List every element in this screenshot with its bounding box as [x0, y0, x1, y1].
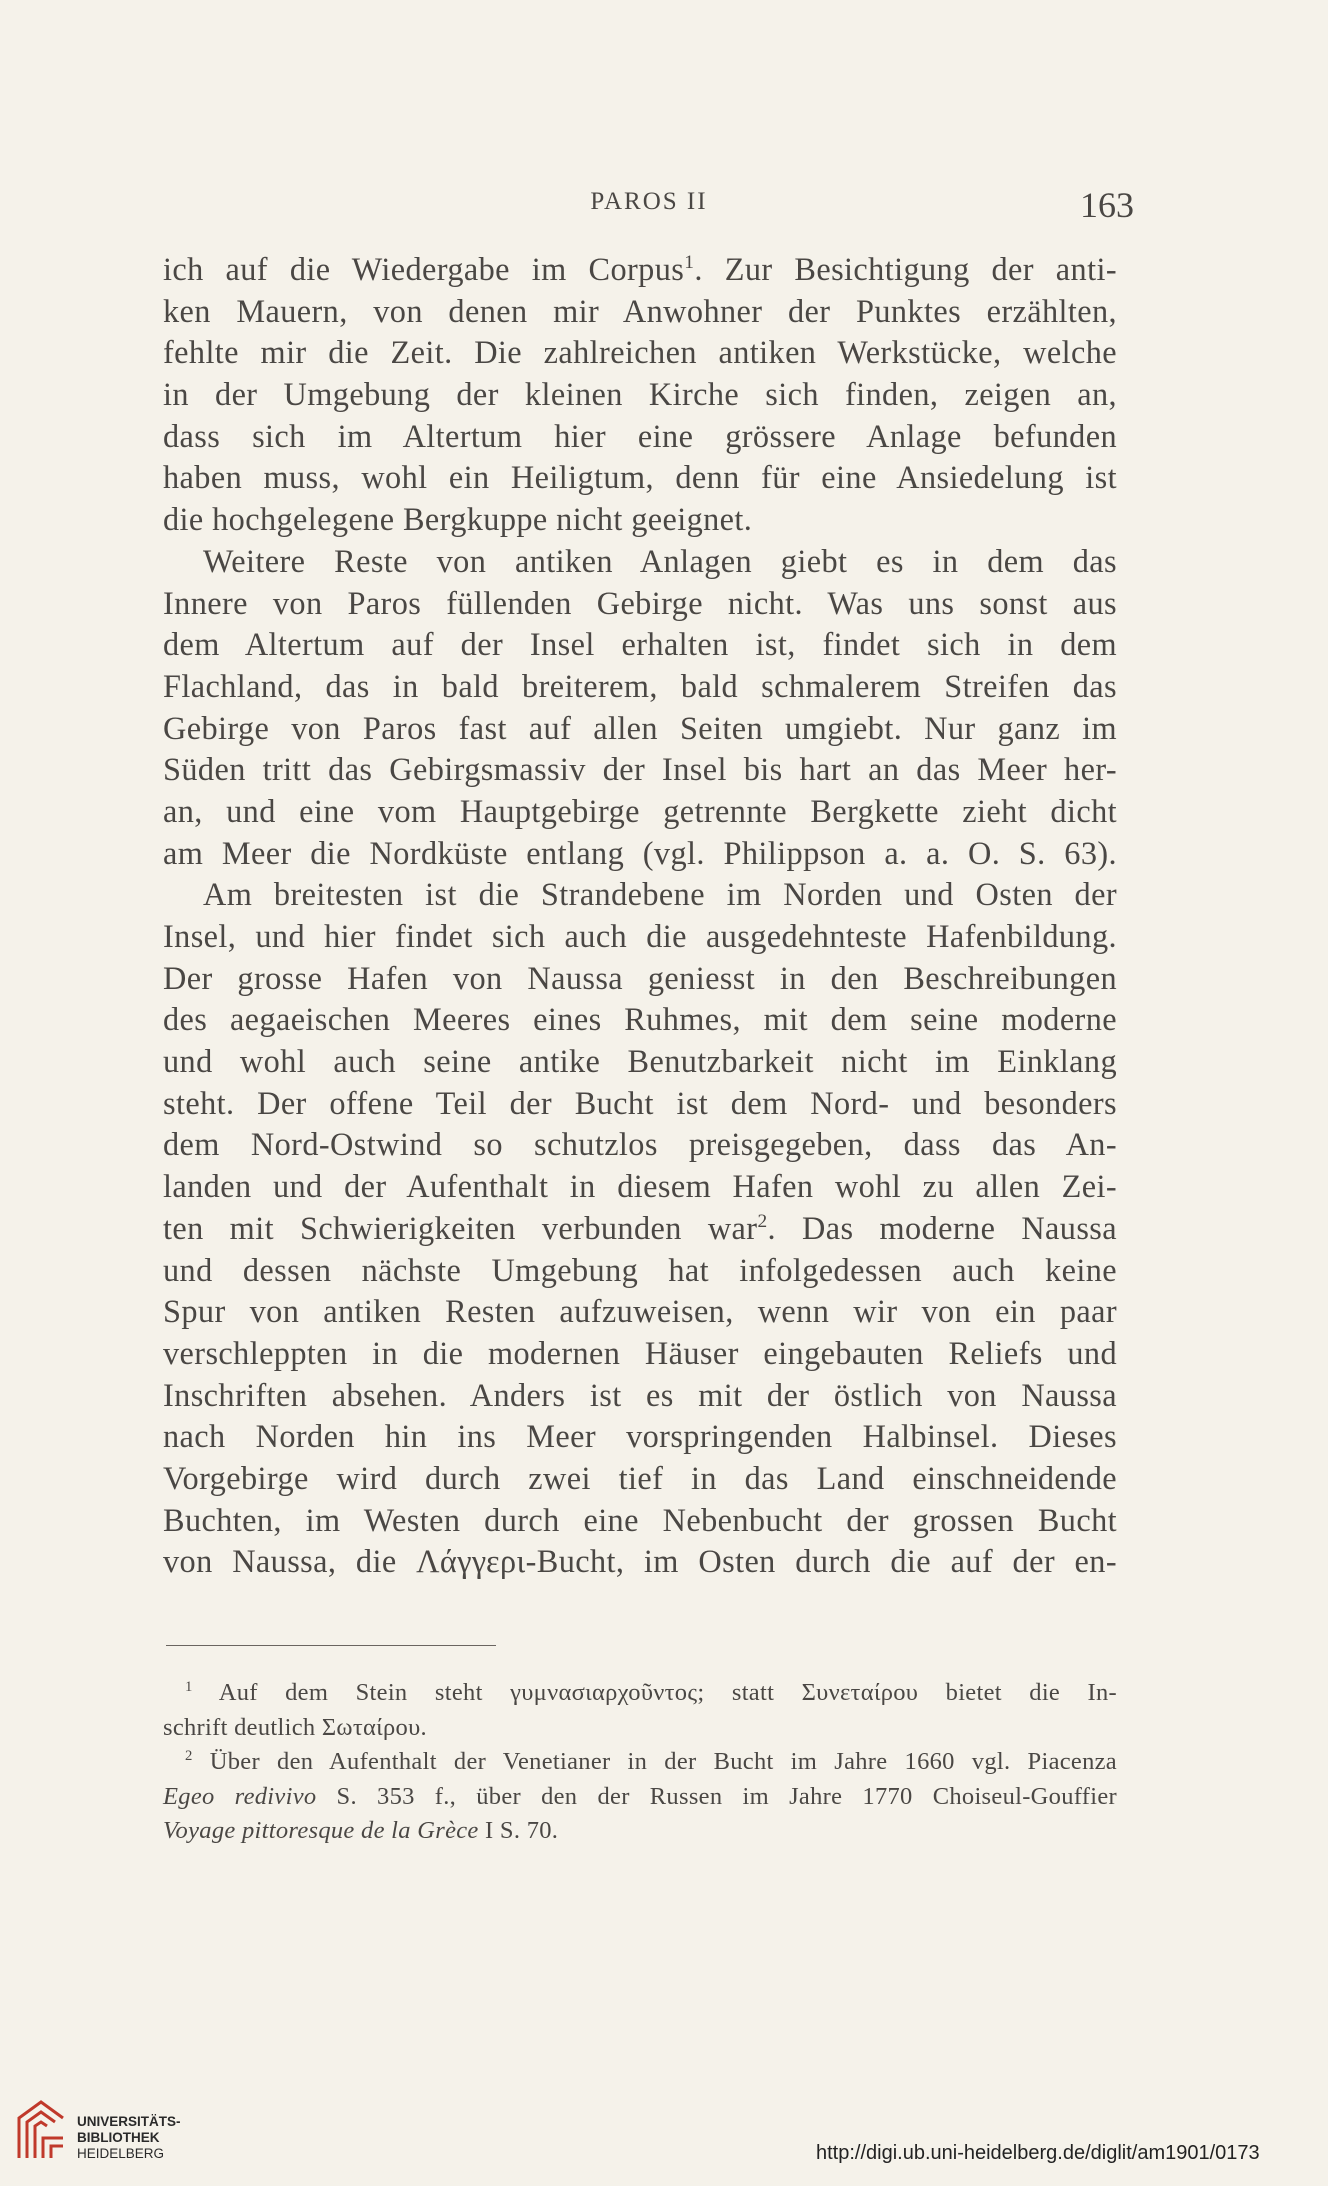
text-line: ten mit Schwierigkeiten verbunden war$^2$. Das moderne Naussa [163, 1209, 1118, 1246]
text-line: Gebirge von Paros fast auf allen Seiten umgiebt. Nur ganz im [163, 709, 1117, 746]
library-logo-icon [13, 2098, 69, 2160]
footnote-2-cont: Egeo redivivo S. 353 f., über den der Russen im Jahre 1770 Choiseul-Gouffier [163, 1782, 1117, 1810]
text-line: dass sich im Altertum hier eine grössere Anlage befunden [163, 417, 1117, 454]
text-line: Spur von antiken Resten aufzuweisen, wenn wir von ein paar [163, 1293, 1117, 1330]
text-line: landen und der Aufenthalt in diesem Hafen wohl zu allen Zei- [163, 1168, 1117, 1205]
footnote-1: $^1$ Auf dem Stein steht γυμνασιαρχοῦντος; statt Συνεταίρου bietet die In- [185, 1678, 1117, 1706]
text-line: in der Umgebung der kleinen Kirche sich finden, zeigen an, [163, 376, 1117, 413]
footnote-2-cont: Voyage pittoresque de la Grèce I S. 70. [163, 1817, 559, 1844]
footnote-1-cont: schrift deutlich Σωταίρου. [163, 1713, 427, 1741]
page-header [164, 185, 1134, 238]
text-line: die hochgelegene Bergkuppe nicht geeignet. [163, 501, 753, 538]
body-text [163, 249, 1117, 1583]
text-line: und wohl auch seine antike Benutzbarkeit nicht im Einklang [163, 1043, 1117, 1080]
text-line: von Naussa, die Λάγγερι-Bucht, im Osten durch die auf der en- [163, 1543, 1117, 1580]
text-line: ich auf die Wiedergabe im Corpus$^1$. Zur Besichtigung der anti- [163, 251, 1117, 287]
text-line: Buchten, im Westen durch eine Nebenbucht der grossen Bucht [163, 1501, 1117, 1538]
running-title: PAROS II [590, 188, 708, 215]
footnote-ref-2[interactable]: 2 [757, 1211, 768, 1233]
library-name: UNIVERSITÄTS- BIBLIOTHEK HEIDELBERG [77, 2114, 181, 2161]
text-line: Süden tritt das Gebirgsmassiv der Insel bis hart an das Meer her- [163, 751, 1117, 788]
text-line: Innere von Paros füllenden Gebirge nicht. Was uns sonst aus [163, 584, 1117, 621]
footnotes [163, 1676, 1117, 1849]
text-line: und dessen nächste Umgebung hat infolgedessen auch keine [163, 1251, 1117, 1288]
text-line: ken Mauern, von denen mir Anwohner der Punktes erzählten, [163, 292, 1117, 329]
text-line: dem Altertum auf der Insel erhalten ist, findet sich in dem [163, 626, 1117, 663]
text-line: Weitere Reste von antiken Anlagen giebt es in dem das [203, 542, 1117, 579]
text-line: nach Norden hin ins Meer vorspringenden Halbinsel. Dieses [163, 1418, 1117, 1455]
page-number: 163 [1080, 185, 1134, 225]
text-line: haben muss, wohl ein Heiligtum, denn für eine Ansiedelung ist [163, 459, 1117, 496]
text-line: des aegaeischen Meeres eines Ruhmes, mit dem seine moderne [163, 1001, 1117, 1038]
footnote-divider [166, 1645, 496, 1646]
text-line: steht. Der offene Teil der Bucht ist dem Nord- und besonders [163, 1084, 1117, 1121]
text-line: Vorgebirge wird durch zwei tief in das Land einschneidende [163, 1459, 1117, 1496]
text-line: Insel, und hier findet sich auch die ausgedehnteste Hafenbildung. [163, 918, 1117, 954]
text-line: Am breitesten ist die Strandebene im Norden und Osten der [203, 876, 1117, 913]
source-url[interactable]: http://digi.ub.uni-heidelberg.de/diglit/am1901/0173 [816, 2142, 1260, 2164]
footnote-ref-1[interactable]: 1 [684, 252, 695, 274]
footnote-2: $^2$ Über den Aufenthalt der Venetianer in der Bucht im Jahre 1660 vgl. Piacenza [185, 1747, 1117, 1775]
text-line: Der grosse Hafen von Naussa geniesst in den Beschreibungen [163, 959, 1117, 996]
library-logo[interactable] [13, 2098, 181, 2168]
text-line: an, und eine vom Hauptgebirge getrennte Bergkette zieht dicht [163, 792, 1117, 829]
text-line: verschleppten in die modernen Häuser eingebauten Reliefs und [163, 1334, 1117, 1371]
text-line: fehlte mir die Zeit. Die zahlreichen antiken Werkstücke, welche [163, 334, 1117, 371]
text-line: Inschriften absehen. Anders ist es mit der östlich von Naussa [163, 1376, 1117, 1413]
text-line: Flachland, das in bald breiterem, bald schmalerem Streifen das [163, 667, 1117, 704]
text-line: dem Nord-Ostwind so schutzlos preisgegeben, dass das An- [163, 1126, 1117, 1163]
text-line: am Meer die Nordküste entlang (vgl. Philippson a. a. O. S. 63). [163, 834, 1117, 871]
